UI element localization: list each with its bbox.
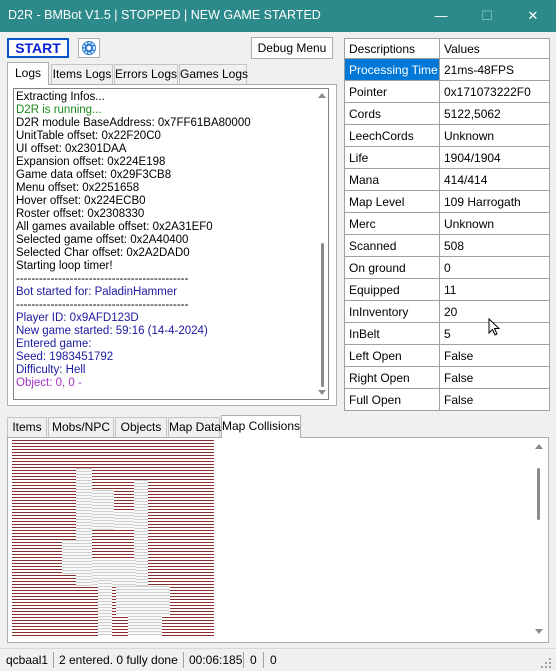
grid-row[interactable] bbox=[345, 191, 550, 213]
grid-cell-description[interactable]: LeechCords bbox=[345, 125, 440, 147]
grid-row[interactable] bbox=[345, 257, 550, 279]
status-games: 2 entered. 0 fully done bbox=[59, 653, 178, 667]
status-separator bbox=[263, 652, 264, 668]
log-line: All games available offset: 0x2A31EF0 bbox=[16, 221, 213, 233]
log-line: New game started: 59:16 (14-4-2024) bbox=[16, 325, 208, 337]
grid-cell-value[interactable]: 109 Harrogath bbox=[440, 191, 550, 213]
status-timer: 00:06:185 bbox=[189, 653, 243, 667]
grid-cell-description[interactable]: Left Open bbox=[345, 345, 440, 367]
grid-row[interactable] bbox=[345, 81, 550, 103]
status-account: qcbaal1 bbox=[6, 653, 49, 667]
grid-cell-description[interactable]: On ground bbox=[345, 257, 440, 279]
status-count-b: 0 bbox=[270, 653, 277, 667]
grid-cell-value[interactable]: 11 bbox=[440, 279, 550, 301]
log-line: Seed: 1983451792 bbox=[16, 351, 114, 363]
map-scrollbar[interactable] bbox=[533, 440, 545, 638]
grid-cell-description[interactable]: Cords bbox=[345, 103, 440, 125]
grid-cell-value[interactable]: 5 bbox=[440, 323, 550, 345]
grid-cell-description[interactable]: Scanned bbox=[345, 235, 440, 257]
maximize-button: ☐ bbox=[481, 8, 493, 23]
grid-cell-value[interactable]: False bbox=[440, 345, 550, 367]
close-button[interactable]: ✕ bbox=[527, 8, 539, 23]
status-separator bbox=[243, 652, 244, 668]
log-line: Player ID: 0x9AFD123D bbox=[16, 312, 139, 324]
log-line: Entered game: bbox=[16, 338, 92, 350]
gear-icon bbox=[79, 39, 99, 57]
tab-map-collisions[interactable]: Map Collisions bbox=[221, 415, 301, 438]
grid-row[interactable] bbox=[345, 103, 550, 125]
map-scroll-up-icon[interactable] bbox=[535, 444, 543, 449]
grid-cell-description[interactable]: Full Open bbox=[345, 389, 440, 411]
grid-row[interactable] bbox=[345, 125, 550, 147]
grid-cell-description[interactable]: Pointer bbox=[345, 81, 440, 103]
tab-objects[interactable]: Objects bbox=[115, 417, 167, 437]
grid-cell-value[interactable]: Unknown bbox=[440, 213, 550, 235]
log-textbox[interactable] bbox=[13, 88, 329, 400]
log-line: Roster offset: 0x2308330 bbox=[16, 208, 145, 220]
status-bar bbox=[0, 648, 556, 671]
grid-row[interactable] bbox=[345, 59, 550, 81]
log-line: Extracting Infos... bbox=[16, 91, 105, 103]
scroll-up-arrow-icon[interactable] bbox=[318, 93, 326, 98]
tab-errors-logs[interactable]: Errors Logs bbox=[114, 64, 178, 84]
map-walkable-area bbox=[116, 586, 170, 616]
grid-row[interactable] bbox=[345, 389, 550, 411]
resize-grip-icon[interactable] bbox=[540, 657, 552, 669]
status-separator bbox=[183, 652, 184, 668]
grid-row[interactable] bbox=[345, 279, 550, 301]
map-scroll-thumb[interactable] bbox=[537, 468, 540, 520]
log-line: Hover offset: 0x224ECB0 bbox=[16, 195, 146, 207]
grid-cell-value[interactable]: 21ms-48FPS bbox=[440, 59, 550, 81]
log-line: Starting loop timer! bbox=[16, 260, 113, 272]
log-tabs bbox=[7, 62, 337, 84]
tab-map-data[interactable]: Map Data bbox=[168, 417, 220, 437]
map-walkable-area bbox=[98, 580, 112, 636]
start-button[interactable]: START bbox=[7, 38, 69, 58]
grid-row[interactable] bbox=[345, 169, 550, 191]
log-line: Selected Char offset: 0x2A2DAD0 bbox=[16, 247, 190, 259]
grid-cell-value[interactable]: 5122,5062 bbox=[440, 103, 550, 125]
map-walkable-area bbox=[76, 468, 92, 586]
log-line: D2R is running... bbox=[16, 104, 102, 116]
tab-items[interactable]: Items bbox=[7, 417, 47, 437]
grid-row[interactable] bbox=[345, 345, 550, 367]
map-collisions-view bbox=[12, 440, 214, 638]
grid-cell-description[interactable]: Processing Time bbox=[345, 59, 440, 81]
grid-cell-value[interactable]: 0 bbox=[440, 257, 550, 279]
grid-cell-value[interactable]: 508 bbox=[440, 235, 550, 257]
log-line: --------------------------------------------- bbox=[16, 273, 189, 285]
map-scroll-down-icon[interactable] bbox=[535, 629, 543, 634]
grid-cell-description[interactable]: Mana bbox=[345, 169, 440, 191]
grid-header-values[interactable]: Values bbox=[440, 39, 550, 59]
grid-cell-value[interactable]: 20 bbox=[440, 301, 550, 323]
info-grid[interactable] bbox=[344, 38, 550, 411]
log-line: Expansion offset: 0x224E198 bbox=[16, 156, 166, 168]
grid-row[interactable] bbox=[345, 235, 550, 257]
grid-cell-value[interactable]: False bbox=[440, 367, 550, 389]
log-line: D2R module BaseAddress: 0x7FF61BA80000 bbox=[16, 117, 251, 129]
tab-items-logs[interactable]: Items Logs bbox=[51, 64, 113, 84]
grid-row[interactable] bbox=[345, 323, 550, 345]
grid-cell-description[interactable]: InInventory bbox=[345, 301, 440, 323]
grid-row[interactable] bbox=[345, 367, 550, 389]
grid-cell-description[interactable]: Merc bbox=[345, 213, 440, 235]
status-count-a: 0 bbox=[250, 653, 257, 667]
map-walkable-area bbox=[92, 490, 114, 530]
log-line: Bot started for: PaladinHammer bbox=[16, 286, 178, 298]
tab-games-logs[interactable]: Games Logs bbox=[179, 64, 247, 84]
log-line: Selected game offset: 0x2A40400 bbox=[16, 234, 189, 246]
log-scrollbar[interactable] bbox=[316, 89, 328, 399]
grid-cell-description[interactable]: Life bbox=[345, 147, 440, 169]
scroll-thumb[interactable] bbox=[321, 243, 324, 387]
log-line: UI offset: 0x2301DAA bbox=[16, 143, 127, 155]
tab-logs[interactable]: Logs bbox=[7, 62, 49, 85]
grid-cell-description[interactable]: Equipped bbox=[345, 279, 440, 301]
grid-cell-value[interactable]: False bbox=[440, 389, 550, 411]
grid-cell-value[interactable]: 0x171073222F0 bbox=[440, 81, 550, 103]
settings-button[interactable] bbox=[78, 38, 100, 58]
data-tabs bbox=[7, 415, 549, 437]
grid-cell-description[interactable]: InBelt bbox=[345, 323, 440, 345]
scroll-down-arrow-icon[interactable] bbox=[318, 390, 326, 395]
grid-cell-value[interactable]: 1904/1904 bbox=[440, 147, 550, 169]
grid-row[interactable] bbox=[345, 301, 550, 323]
map-walkable-area bbox=[134, 480, 148, 590]
map-walkable-area bbox=[62, 540, 78, 574]
grid-row[interactable] bbox=[345, 147, 550, 169]
title-bar bbox=[0, 0, 556, 32]
mouse-cursor-icon bbox=[488, 318, 502, 338]
grid-cell-value[interactable]: 414/414 bbox=[440, 169, 550, 191]
status-separator bbox=[53, 652, 54, 668]
log-line: Object: 0, 0 - bbox=[16, 377, 82, 389]
map-walkable-area bbox=[128, 616, 162, 636]
log-line: Difficulty: Hell bbox=[16, 364, 86, 376]
grid-cell-value[interactable]: Unknown bbox=[440, 125, 550, 147]
log-line: --------------------------------------------- bbox=[16, 299, 189, 311]
log-line: Menu offset: 0x2251658 bbox=[16, 182, 140, 194]
log-line: Game data offset: 0x29F3CB8 bbox=[16, 169, 172, 181]
grid-cell-description[interactable]: Map Level bbox=[345, 191, 440, 213]
window-title: D2R - BMBot V1.5 | STOPPED | NEW GAME STARTED bbox=[8, 8, 321, 22]
grid-cell-description[interactable]: Right Open bbox=[345, 367, 440, 389]
tab-mobs-npc[interactable]: Mobs/NPC bbox=[48, 417, 114, 437]
debug-menu-button[interactable]: Debug Menu bbox=[251, 37, 333, 59]
minimize-button[interactable]: — bbox=[434, 8, 448, 23]
grid-header-descriptions[interactable]: Descriptions bbox=[345, 39, 440, 59]
grid-row[interactable] bbox=[345, 213, 550, 235]
log-line: UnitTable offset: 0x22F20C0 bbox=[16, 130, 161, 142]
